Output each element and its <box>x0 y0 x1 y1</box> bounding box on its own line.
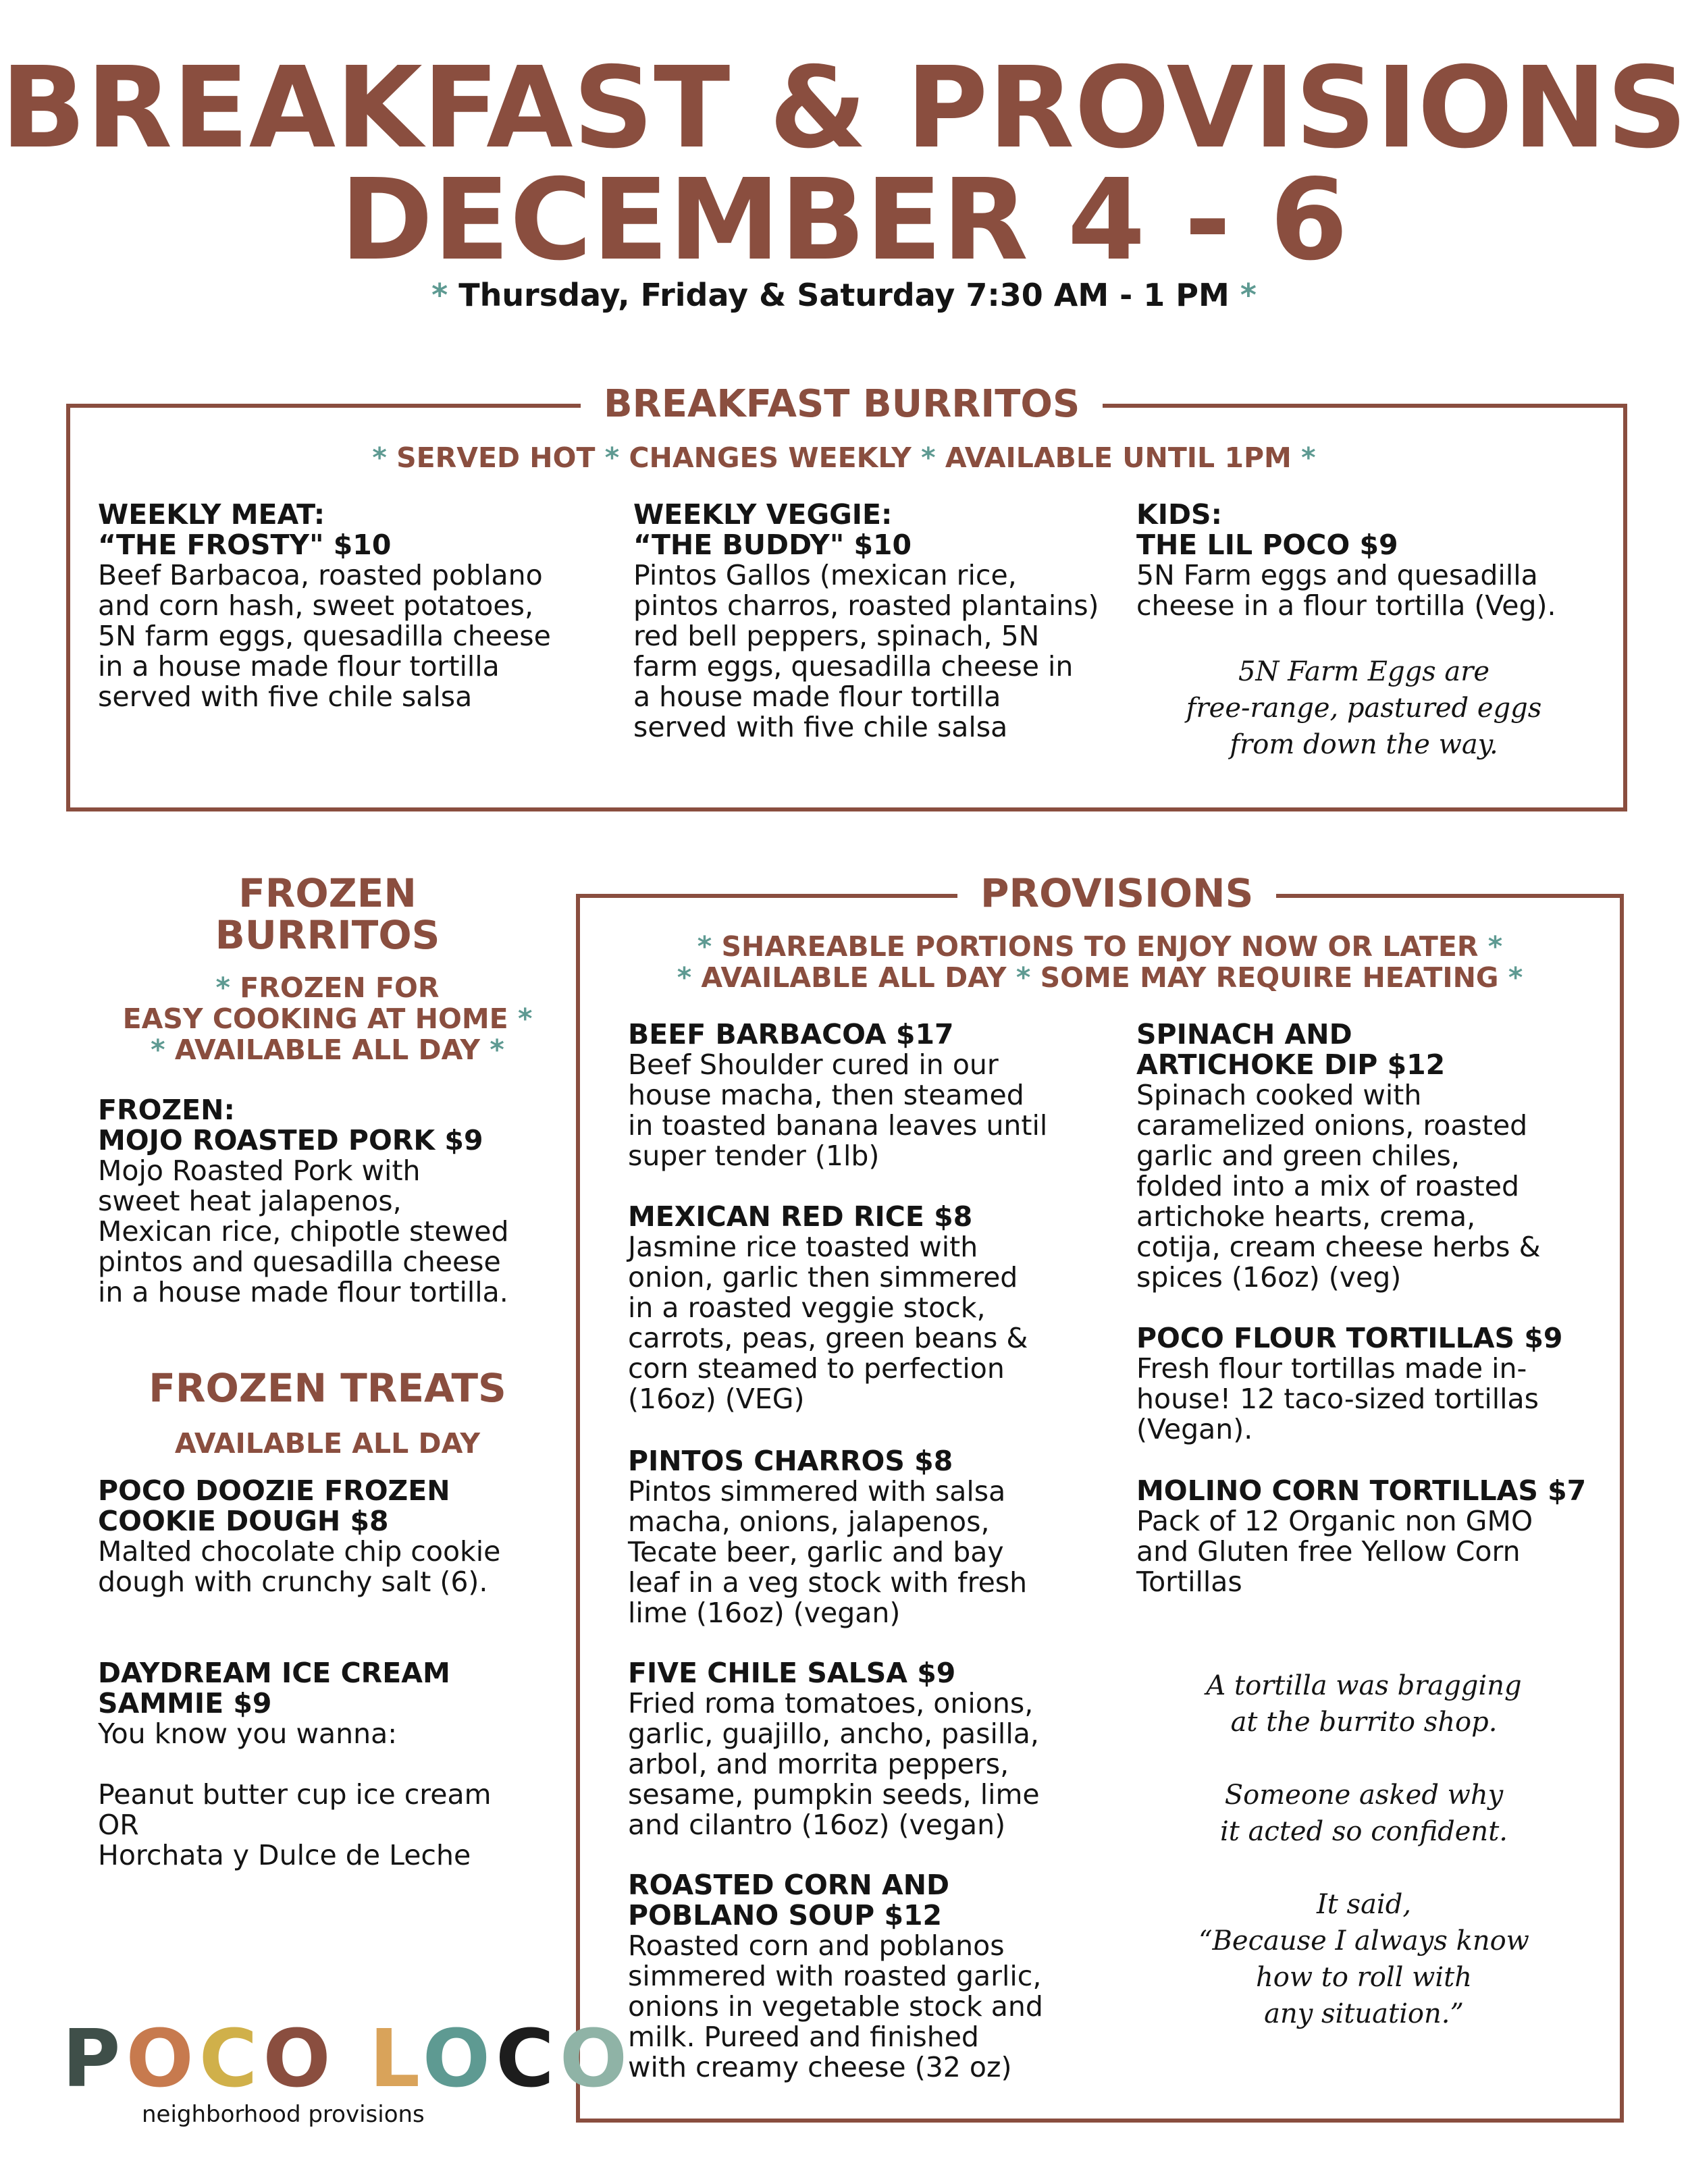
frozen-treats-heading: FROZEN TREATS <box>149 1365 506 1411</box>
breakfast-burritos-heading: BREAKFAST BURRITOS <box>581 382 1103 427</box>
provisions-heading: PROVISIONS <box>957 871 1276 915</box>
item-desc: Pintos simmered with salsa macha, onions, jalapenos, Tecate beer, garlic and bay leaf in a veg stock with fresh lime (16oz) (vegan) <box>628 1475 1028 1629</box>
beef-barbacoa-item <box>628 1019 1128 1171</box>
page-title-line2: DECEMBER 4 - 6 <box>340 155 1348 286</box>
item-desc: Mojo Roasted Pork with sweet heat jalapenos, Mexican rice, chipotle stewed pintos and quesadilla cheese in a house made flour tortilla. <box>98 1154 509 1308</box>
eggs-note: 5N Farm Eggs are free-range, pastured eggs from down the way. <box>1186 656 1542 760</box>
spinach-dip-item <box>1136 1019 1609 1293</box>
item-desc: Malted chocolate chip cookie dough with crunchy salt (6). <box>98 1535 501 1598</box>
cookie-dough-item <box>98 1476 604 1597</box>
provisions-sub1: * SHAREABLE PORTIONS TO ENJOY NOW OR LATER * <box>697 930 1503 963</box>
ice-cream-sammie-item <box>98 1658 604 1871</box>
corn-tortillas-item <box>1136 1476 1616 1597</box>
item-title: DAYDREAM ICE CREAM SAMMIE $9 <box>98 1657 450 1720</box>
star-icon: * <box>431 277 448 313</box>
item-desc: Roasted corn and poblanos simmered with roasted garlic, onions in vegetable stock and milk. Pureed and finished with creamy cheese (32 oz) <box>628 1929 1043 2083</box>
flour-tortillas-item <box>1136 1323 1609 1445</box>
breakfast-subtitle: * SERVED HOT * CHANGES WEEKLY * AVAILABLE UNTIL 1PM * <box>372 442 1316 474</box>
weekly-veggie-item <box>633 500 1146 743</box>
hours-text: Thursday, Friday & Saturday 7:30 AM - 1 PM <box>458 277 1230 313</box>
item-title: WEEKLY VEGGIE: “THE BUDDY" $10 <box>633 498 912 561</box>
item-desc: Pintos Gallos (mexican rice, pintos charros, roasted plantains) red bell peppers, spinach, 5N farm eggs, quesadilla cheese in a house made flour tortilla served with five chile salsa <box>633 559 1099 743</box>
pintos-charros-item <box>628 1446 1128 1628</box>
frozen-burritos-sub: * FROZEN FOR EASY COOKING AT HOME * * AVAILABLE ALL DAY * <box>122 971 533 1066</box>
item-desc: Beef Shoulder cured in our house macha, then steamed in toasted banana leaves until super tender (1lb) <box>628 1048 1048 1172</box>
item-title: ROASTED CORN AND POBLANO SOUP $12 <box>628 1869 950 1932</box>
corn-poblano-soup-item <box>628 1870 1128 2083</box>
item-title: FIVE CHILE SALSA $9 <box>628 1657 956 1689</box>
item-desc: 5N Farm eggs and quesadilla cheese in a flour tortilla (Veg). <box>1136 559 1556 622</box>
item-desc: Beef Barbacoa, roasted poblano and corn hash, sweet potatoes, 5N farm eggs, quesadilla cheese in a house made flour tortilla served with five chile salsa <box>98 559 551 713</box>
frozen-burritos-heading: FROZEN BURRITOS <box>215 870 440 958</box>
kids-item <box>1136 500 1609 621</box>
mexican-red-rice-item <box>628 1202 1128 1414</box>
item-title: SPINACH AND ARTICHOKE DIP $12 <box>1136 1018 1446 1081</box>
brand-tagline: neighborhood provisions <box>142 2101 425 2128</box>
brand-logo: POCO LOCO <box>62 2012 633 2105</box>
item-title: BEEF BARBACOA $17 <box>628 1018 954 1050</box>
five-chile-salsa-item <box>628 1658 1128 1840</box>
item-desc: Pack of 12 Organic non GMO and Gluten free Yellow Corn Tortillas <box>1136 1505 1533 1598</box>
hours-line <box>0 277 1688 313</box>
item-desc: Jasmine rice toasted with onion, garlic then simmered in a roasted veggie stock, carrots, peas, green beans & corn steamed to perfection (16oz) (VEG) <box>628 1231 1028 1415</box>
weekly-meat-item <box>98 500 625 712</box>
tortilla-joke: A tortilla was bragging at the burrito shop. Someone asked why it acted so confident. It said, “Because I always know how to roll with any situation.” <box>1198 1670 1529 2029</box>
star-icon: * <box>1240 277 1257 313</box>
page-title-line1: BREAKFAST & PROVISIONS <box>0 43 1688 174</box>
item-desc: You know you wanna: Peanut butter cup ice cream OR Horchata y Dulce de Leche <box>98 1717 492 1871</box>
item-title: FROZEN: MOJO ROASTED PORK $9 <box>98 1094 483 1156</box>
item-title: PINTOS CHARROS $8 <box>628 1445 953 1477</box>
item-title: MOLINO CORN TORTILLAS $7 <box>1136 1474 1587 1507</box>
item-title: WEEKLY MEAT: “THE FROSTY" $10 <box>98 498 392 561</box>
frozen-treats-sub: AVAILABLE ALL DAY <box>174 1427 481 1460</box>
item-desc: Spinach cooked with caramelized onions, roasted garlic and green chiles, folded into a mix of roasted artichoke hearts, crema, cotija, cream cheese herbs & spices (16oz) (veg) <box>1136 1079 1541 1294</box>
item-title: MEXICAN RED RICE $8 <box>628 1200 973 1233</box>
item-desc: Fried roma tomatoes, onions, garlic, guajillo, ancho, pasilla, arbol, and morrita peppers, sesame, pumpkin seeds, lime and cilantro (16oz) (vegan) <box>628 1687 1040 1841</box>
mojo-pork-item <box>98 1095 604 1308</box>
item-title: POCO DOOZIE FROZEN COOKIE DOUGH $8 <box>98 1474 450 1537</box>
item-desc: Fresh flour tortillas made in- house! 12 taco-sized tortillas (Vegan). <box>1136 1352 1539 1445</box>
item-title: KIDS: THE LIL POCO $9 <box>1136 498 1398 561</box>
item-title: POCO FLOUR TORTILLAS $9 <box>1136 1322 1563 1354</box>
provisions-sub2: * AVAILABLE ALL DAY * SOME MAY REQUIRE HEATING * <box>677 961 1523 994</box>
